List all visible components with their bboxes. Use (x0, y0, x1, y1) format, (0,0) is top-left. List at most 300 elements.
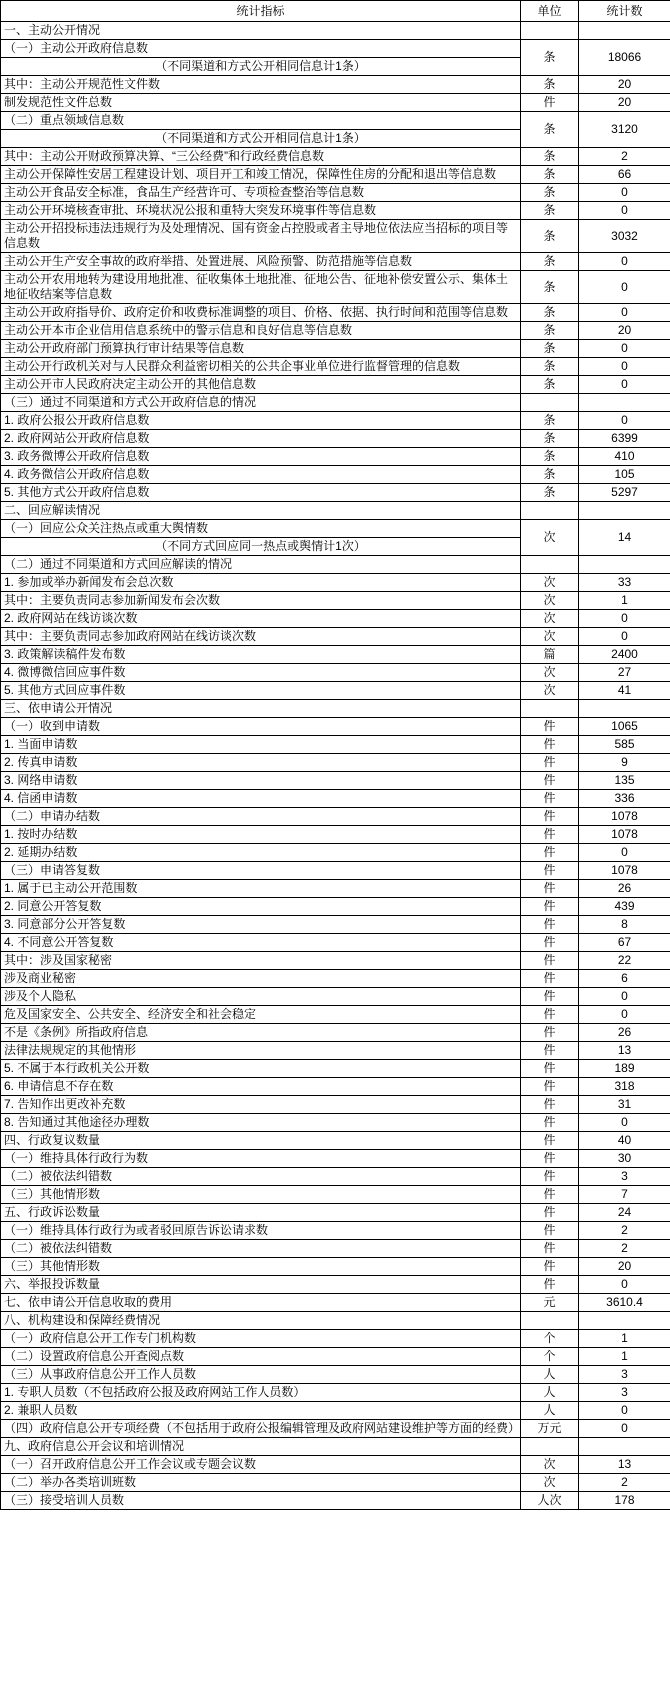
row-label: 2. 延期办结数 (1, 844, 521, 862)
table-row (1, 412, 670, 430)
table-row (1, 1060, 670, 1078)
row-unit (521, 22, 579, 40)
table-row (1, 1474, 670, 1492)
table-row (1, 430, 670, 448)
row-unit: 条 (521, 40, 579, 76)
table-row (1, 898, 670, 916)
row-label: 其中：主动公开财政预算决算、“三公经费”和行政经费信息数 (1, 148, 521, 166)
row-sublabel: （不同渠道和方式公开相同信息计1条） (1, 130, 521, 148)
table-row (1, 916, 670, 934)
row-unit: 件 (521, 970, 579, 988)
row-sublabel: （不同渠道和方式公开相同信息计1条） (1, 58, 521, 76)
row-unit: 万元 (521, 1420, 579, 1438)
row-label: 不是《条例》所指政府信息 (1, 1024, 521, 1042)
row-value: 2 (579, 1474, 670, 1492)
table-row (1, 1168, 670, 1186)
row-unit: 条 (521, 466, 579, 484)
table-row (1, 1492, 670, 1510)
table-row (1, 1114, 670, 1132)
table-row (1, 808, 670, 826)
table-row (1, 322, 670, 340)
table-row (1, 970, 670, 988)
row-label: 其中：涉及国家秘密 (1, 952, 521, 970)
table-row (1, 1186, 670, 1204)
row-label: 1. 当面申请数 (1, 736, 521, 754)
row-unit: 件 (521, 1276, 579, 1294)
row-label: 1. 属于已主动公开范围数 (1, 880, 521, 898)
row-label: 5. 不属于本行政机关公开数 (1, 1060, 521, 1078)
row-unit: 人 (521, 1402, 579, 1420)
row-label: 5. 其他方式回应事件数 (1, 682, 521, 700)
row-value: 6399 (579, 430, 670, 448)
row-unit (521, 1438, 579, 1456)
row-label: 法律法规规定的其他情形 (1, 1042, 521, 1060)
table-row (1, 664, 670, 682)
row-label: 主动公开本市企业信用信息系统中的警示信息和良好信息等信息数 (1, 322, 521, 340)
row-unit: 次 (521, 520, 579, 556)
row-value: 0 (579, 340, 670, 358)
row-label: （二）申请办结数 (1, 808, 521, 826)
row-unit: 元 (521, 1294, 579, 1312)
row-value: 20 (579, 94, 670, 112)
row-label: （四）政府信息公开专项经费（不包括用于政府公报编辑管理及政府网站建设维护等方面的经费） (1, 1420, 521, 1438)
row-label: 主动公开行政机关对与人民群众利益密切相关的公共企事业单位进行监督管理的信息数 (1, 358, 521, 376)
row-value: 585 (579, 736, 670, 754)
row-label: 2. 政府网站在线访谈次数 (1, 610, 521, 628)
row-label: （三）从事政府信息公开工作人员数 (1, 1366, 521, 1384)
table-row (1, 574, 670, 592)
row-value: 3 (579, 1384, 670, 1402)
row-label: 五、行政诉讼数量 (1, 1204, 521, 1222)
row-unit: 件 (521, 844, 579, 862)
row-label: 8. 告知通过其他途径办理数 (1, 1114, 521, 1132)
row-label: （二）设置政府信息公开查阅点数 (1, 1348, 521, 1366)
table-row (1, 202, 670, 220)
table-row (1, 952, 670, 970)
row-label: 涉及个人隐私 (1, 988, 521, 1006)
row-label: 4. 微博微信回应事件数 (1, 664, 521, 682)
row-unit: 件 (521, 754, 579, 772)
table-row (1, 826, 670, 844)
row-unit: 件 (521, 1186, 579, 1204)
row-unit: 件 (521, 1078, 579, 1096)
table-row (1, 1024, 670, 1042)
table-row (1, 1222, 670, 1240)
table-row (1, 484, 670, 502)
row-value: 439 (579, 898, 670, 916)
row-label: 制发规范性文件总数 (1, 94, 521, 112)
row-label: （一）回应公众关注热点或重大舆情数 (1, 520, 521, 538)
row-value: 0 (579, 358, 670, 376)
row-label: 四、行政复议数量 (1, 1132, 521, 1150)
row-label: 3. 网络申请数 (1, 772, 521, 790)
row-value: 7 (579, 1186, 670, 1204)
row-unit: 件 (521, 1204, 579, 1222)
row-value: 1065 (579, 718, 670, 736)
row-unit: 条 (521, 430, 579, 448)
row-label: 5. 其他方式公开政府信息数 (1, 484, 521, 502)
row-label: 主动公开食品安全标准，食品生产经营许可、专项检查整治等信息数 (1, 184, 521, 202)
row-value: 18066 (579, 40, 670, 76)
row-value: 3120 (579, 112, 670, 148)
row-label: 主动公开生产安全事故的政府举措、处置进展、风险预警、防范措施等信息数 (1, 253, 521, 271)
row-value (579, 22, 670, 40)
row-label: （三）通过不同渠道和方式公开政府信息的情况 (1, 394, 521, 412)
row-label: 危及国家安全、公共安全、经济安全和社会稳定 (1, 1006, 521, 1024)
row-unit: 次 (521, 1474, 579, 1492)
table-row (1, 502, 670, 520)
table-row (1, 253, 670, 271)
row-label: 主动公开环境核查审批、环境状况公报和重特大突发环境事件等信息数 (1, 202, 521, 220)
row-label: 其中：主要负责同志参加新闻发布会次数 (1, 592, 521, 610)
row-unit (521, 394, 579, 412)
row-value: 41 (579, 682, 670, 700)
row-unit: 次 (521, 682, 579, 700)
row-value: 1 (579, 592, 670, 610)
table-row (1, 1150, 670, 1168)
row-label: （一）维持具体行政行为或者驳回原告诉讼请求数 (1, 1222, 521, 1240)
row-value: 20 (579, 1258, 670, 1276)
table-row (1, 76, 670, 94)
row-value: 27 (579, 664, 670, 682)
row-label: （一）召开政府信息公开工作会议或专题会议数 (1, 1456, 521, 1474)
header-unit: 单位 (521, 1, 579, 22)
row-unit: 件 (521, 1060, 579, 1078)
row-unit: 条 (521, 112, 579, 148)
row-unit: 人 (521, 1366, 579, 1384)
row-unit: 件 (521, 736, 579, 754)
row-label: 3. 政策解读稿件发布数 (1, 646, 521, 664)
table-row (1, 520, 670, 538)
table-row (1, 628, 670, 646)
row-unit: 件 (521, 1258, 579, 1276)
table-row (1, 988, 670, 1006)
table-row (1, 394, 670, 412)
row-label: 4. 不同意公开答复数 (1, 934, 521, 952)
row-unit: 条 (521, 184, 579, 202)
table-row (1, 1456, 670, 1474)
row-value: 1078 (579, 862, 670, 880)
row-label: 4. 政务微信公开政府信息数 (1, 466, 521, 484)
row-value: 3610.4 (579, 1294, 670, 1312)
row-unit: 件 (521, 934, 579, 952)
row-label: 3. 政务微博公开政府信息数 (1, 448, 521, 466)
row-unit: 条 (521, 304, 579, 322)
row-label: 涉及商业秘密 (1, 970, 521, 988)
table-row (1, 772, 670, 790)
table-row (1, 1258, 670, 1276)
row-value: 0 (579, 1114, 670, 1132)
row-unit: 件 (521, 952, 579, 970)
table-row (1, 1384, 670, 1402)
row-label: （三）其他情形数 (1, 1258, 521, 1276)
row-label: 2. 传真申请数 (1, 754, 521, 772)
row-label: 主动公开招投标违法违规行为及处理情况、国有资金占控股或者主导地位依法应当招标的项目等信息数 (1, 220, 521, 253)
row-value (579, 502, 670, 520)
row-label: （三）其他情形数 (1, 1186, 521, 1204)
row-unit: 件 (521, 1132, 579, 1150)
row-unit: 件 (521, 94, 579, 112)
row-unit: 条 (521, 484, 579, 502)
row-value: 26 (579, 880, 670, 898)
row-label: （二）举办各类培训班数 (1, 1474, 521, 1492)
row-value: 0 (579, 184, 670, 202)
row-label: （三）接受培训人员数 (1, 1492, 521, 1510)
row-value: 33 (579, 574, 670, 592)
row-label: 7. 告知作出更改补充数 (1, 1096, 521, 1114)
row-value: 0 (579, 376, 670, 394)
row-label: 1. 专职人员数（不包括政府公报及政府网站工作人员数） (1, 1384, 521, 1402)
row-unit: 个 (521, 1330, 579, 1348)
row-unit: 件 (521, 1168, 579, 1186)
table-row (1, 148, 670, 166)
table-row (1, 1096, 670, 1114)
row-value: 0 (579, 1420, 670, 1438)
row-value: 0 (579, 271, 670, 304)
row-label: 2. 政府网站公开政府信息数 (1, 430, 521, 448)
table-row (1, 184, 670, 202)
row-unit: 次 (521, 664, 579, 682)
row-unit: 篇 (521, 646, 579, 664)
row-label: 其中：主要负责同志参加政府网站在线访谈次数 (1, 628, 521, 646)
row-value (579, 1438, 670, 1456)
row-unit: 条 (521, 322, 579, 340)
row-unit: 条 (521, 340, 579, 358)
row-label: 2. 兼职人员数 (1, 1402, 521, 1420)
table-row (1, 1348, 670, 1366)
row-value: 0 (579, 844, 670, 862)
row-label: （一）政府信息公开工作专门机构数 (1, 1330, 521, 1348)
table-row (1, 646, 670, 664)
row-unit: 件 (521, 880, 579, 898)
row-unit (521, 700, 579, 718)
row-value: 2 (579, 1222, 670, 1240)
table-row (1, 376, 670, 394)
row-unit: 件 (521, 1222, 579, 1240)
table-row (1, 340, 670, 358)
table-row (1, 682, 670, 700)
table-row (1, 1294, 670, 1312)
row-value: 336 (579, 790, 670, 808)
row-value: 0 (579, 988, 670, 1006)
row-unit: 次 (521, 1456, 579, 1474)
row-unit: 条 (521, 376, 579, 394)
row-value (579, 556, 670, 574)
row-value: 3 (579, 1366, 670, 1384)
header-value: 统计数 (579, 1, 670, 22)
row-value: 8 (579, 916, 670, 934)
row-unit: 人次 (521, 1492, 579, 1510)
row-unit: 次 (521, 574, 579, 592)
row-value: 20 (579, 76, 670, 94)
row-label: 八、机构建设和保障经费情况 (1, 1312, 521, 1330)
row-value: 105 (579, 466, 670, 484)
row-label: 3. 同意部分公开答复数 (1, 916, 521, 934)
row-unit: 件 (521, 1096, 579, 1114)
row-unit: 件 (521, 862, 579, 880)
table-row (1, 94, 670, 112)
table-row (1, 1366, 670, 1384)
table-row (1, 1006, 670, 1024)
row-value: 3 (579, 1168, 670, 1186)
row-value: 1 (579, 1330, 670, 1348)
row-label: 主动公开市人民政府决定主动公开的其他信息数 (1, 376, 521, 394)
table-row (1, 844, 670, 862)
row-unit: 件 (521, 1240, 579, 1258)
table-row (1, 1042, 670, 1060)
row-value: 9 (579, 754, 670, 772)
row-unit: 次 (521, 610, 579, 628)
table-body (1, 22, 670, 1510)
table-row (1, 304, 670, 322)
row-unit: 件 (521, 898, 579, 916)
table-row (1, 880, 670, 898)
table-row (1, 220, 670, 253)
header-item: 统计指标 (1, 1, 521, 22)
row-sublabel: （不同方式回应同一热点或舆情计1次） (1, 538, 521, 556)
table-row (1, 40, 670, 58)
row-value: 31 (579, 1096, 670, 1114)
row-value: 2 (579, 148, 670, 166)
row-unit: 件 (521, 826, 579, 844)
table-row (1, 718, 670, 736)
row-value: 0 (579, 304, 670, 322)
row-unit: 件 (521, 718, 579, 736)
row-value: 0 (579, 628, 670, 646)
row-value: 1078 (579, 808, 670, 826)
row-unit: 件 (521, 1024, 579, 1042)
row-value: 410 (579, 448, 670, 466)
row-value: 1078 (579, 826, 670, 844)
table-row (1, 736, 670, 754)
row-unit: 条 (521, 148, 579, 166)
row-label: （二）被依法纠错数 (1, 1168, 521, 1186)
row-unit: 件 (521, 988, 579, 1006)
row-unit: 件 (521, 790, 579, 808)
row-value: 0 (579, 253, 670, 271)
row-unit: 条 (521, 358, 579, 376)
header-row (1, 1, 670, 22)
row-value: 20 (579, 322, 670, 340)
row-label: 主动公开保障性安居工程建设计划、项目开工和竣工情况，保障性住房的分配和退出等信息数 (1, 166, 521, 184)
row-label: 九、政府信息公开会议和培训情况 (1, 1438, 521, 1456)
row-label: （一）收到申请数 (1, 718, 521, 736)
row-label: 2. 同意公开答复数 (1, 898, 521, 916)
row-value: 189 (579, 1060, 670, 1078)
row-value (579, 1312, 670, 1330)
table-row (1, 700, 670, 718)
row-value: 6 (579, 970, 670, 988)
table-row (1, 112, 670, 130)
row-label: 六、举报投诉数量 (1, 1276, 521, 1294)
row-label: 1. 按时办结数 (1, 826, 521, 844)
row-unit (521, 556, 579, 574)
row-unit: 条 (521, 76, 579, 94)
row-unit (521, 1312, 579, 1330)
row-value: 2 (579, 1240, 670, 1258)
table-row (1, 1330, 670, 1348)
row-label: 主动公开农用地转为建设用地批准、征收集体土地批准、征地公告、征地补偿安置公示、集体土地征收结案等信息数 (1, 271, 521, 304)
table-row (1, 166, 670, 184)
row-label: （二）被依法纠错数 (1, 1240, 521, 1258)
row-label: 一、主动公开情况 (1, 22, 521, 40)
row-label: （二）通过不同渠道和方式回应解读的情况 (1, 556, 521, 574)
row-label: 4. 信函申请数 (1, 790, 521, 808)
table-row (1, 862, 670, 880)
table-row (1, 358, 670, 376)
row-unit: 条 (521, 202, 579, 220)
row-label: 七、依申请公开信息收取的费用 (1, 1294, 521, 1312)
table-row (1, 592, 670, 610)
table-header (1, 1, 670, 22)
table-row (1, 448, 670, 466)
row-value: 22 (579, 952, 670, 970)
table-row (1, 1420, 670, 1438)
table-row (1, 466, 670, 484)
row-unit: 件 (521, 808, 579, 826)
table-row (1, 610, 670, 628)
table-row (1, 1402, 670, 1420)
row-label: （一）维持具体行政行为数 (1, 1150, 521, 1168)
row-unit: 件 (521, 772, 579, 790)
row-unit: 条 (521, 253, 579, 271)
table-row (1, 1438, 670, 1456)
row-label: 三、依申请公开情况 (1, 700, 521, 718)
row-value: 13 (579, 1042, 670, 1060)
row-value: 30 (579, 1150, 670, 1168)
table-row (1, 22, 670, 40)
row-label: 二、回应解读情况 (1, 502, 521, 520)
row-label: 1. 政府公报公开政府信息数 (1, 412, 521, 430)
row-value: 0 (579, 610, 670, 628)
table-row (1, 271, 670, 304)
row-unit: 次 (521, 628, 579, 646)
row-label: 主动公开政府指导价、政府定价和收费标准调整的项目、价格、依据、执行时间和范围等信息数 (1, 304, 521, 322)
row-label: （二）重点领域信息数 (1, 112, 521, 130)
row-value (579, 394, 670, 412)
row-label: 其中：主动公开规范性文件数 (1, 76, 521, 94)
row-label: （三）申请答复数 (1, 862, 521, 880)
row-label: 1. 参加或举办新闻发布会总次数 (1, 574, 521, 592)
table-row (1, 1276, 670, 1294)
table-row (1, 754, 670, 772)
table-row (1, 1204, 670, 1222)
row-value: 67 (579, 934, 670, 952)
row-value: 0 (579, 1006, 670, 1024)
row-value: 318 (579, 1078, 670, 1096)
row-value: 0 (579, 202, 670, 220)
row-value: 0 (579, 1276, 670, 1294)
row-value: 0 (579, 412, 670, 430)
row-label: （一）主动公开政府信息数 (1, 40, 521, 58)
row-unit (521, 502, 579, 520)
row-unit: 次 (521, 592, 579, 610)
row-unit: 件 (521, 1042, 579, 1060)
row-unit: 条 (521, 448, 579, 466)
row-unit: 件 (521, 1114, 579, 1132)
row-value: 3032 (579, 220, 670, 253)
table-row (1, 556, 670, 574)
row-unit: 条 (521, 166, 579, 184)
table-row (1, 790, 670, 808)
row-value: 0 (579, 1402, 670, 1420)
row-label: 6. 申请信息不存在数 (1, 1078, 521, 1096)
row-unit: 个 (521, 1348, 579, 1366)
row-value: 13 (579, 1456, 670, 1474)
row-label: 主动公开政府部门预算执行审计结果等信息数 (1, 340, 521, 358)
row-value (579, 700, 670, 718)
row-unit: 条 (521, 220, 579, 253)
